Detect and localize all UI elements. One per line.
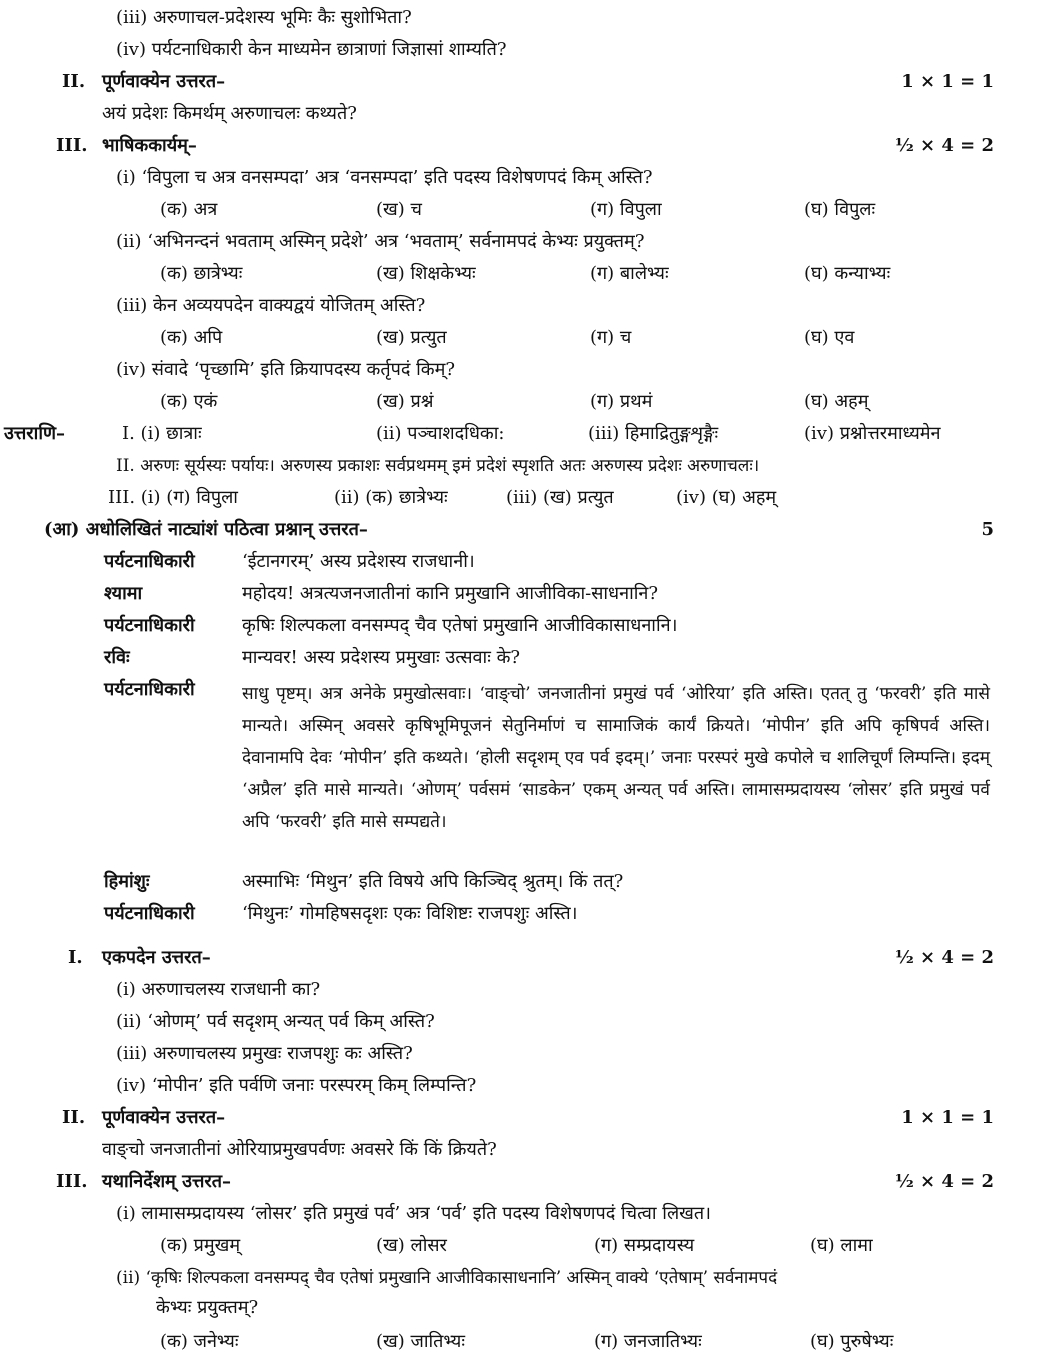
- question: वाङ्चो जनजातीनां ओरियाप्रमुखपर्वणः अवसरे किं किं क्रियते?: [102, 1139, 497, 1160]
- section-title: पूर्णवाक्येन उत्तरत–: [102, 1107, 226, 1128]
- dialogue: कृषिः शिल्पकला वनसम्पद् चैव एतेषां प्रमुखानि आजीविकासाधनानि।: [242, 615, 678, 636]
- question-continued: केभ्यः प्रयुक्तम्?: [156, 1297, 259, 1318]
- option: (घ) कन्याभ्यः: [804, 263, 891, 284]
- dialogue: अस्माभिः ‘मिथुन’ इति विषये अपि किञ्चिद् श्रुतम्। किं तत्?: [242, 871, 624, 892]
- section-title: यथानिर्देशम् उत्तरत–: [102, 1171, 232, 1192]
- option: (ग) सम्प्रदायस्य: [594, 1235, 695, 1256]
- section-number: III.: [56, 1171, 88, 1192]
- speaker: हिमांशुः: [104, 871, 150, 892]
- option: (घ) लामा: [810, 1235, 873, 1256]
- marks: 1 × 1 = 1: [901, 71, 994, 92]
- option: (ख) जातिभ्यः: [376, 1331, 465, 1352]
- section-title: एकपदेन उत्तरत–: [102, 947, 211, 968]
- option: (क) जनेभ्यः: [160, 1331, 239, 1352]
- speaker: पर्यटनाधिकारी: [104, 551, 195, 572]
- question: (iv) ‘मोपीन’ इति पर्वणि जनाः परस्परम् किम् लिम्पन्ति?: [116, 1075, 477, 1096]
- answer: (iv) (घ) अहम्: [676, 487, 777, 508]
- question-iii: (iii) अरुणाचल-प्रदेशस्य भूमिः कैः सुशोभिता?: [116, 7, 412, 28]
- option: (क) छात्रेभ्यः: [160, 263, 243, 284]
- speaker: पर्यटनाधिकारी: [104, 615, 195, 636]
- option: (क) एकं: [160, 391, 218, 412]
- speaker: रविः: [104, 647, 130, 668]
- option: (घ) विपुलः: [804, 199, 876, 220]
- answer: III. (i) (ग) विपुला: [108, 487, 238, 508]
- option: (ख) प्रश्नं: [376, 391, 434, 412]
- option: (ख) शिक्षकेभ्यः: [376, 263, 476, 284]
- option: (घ) एव: [804, 327, 855, 348]
- speaker: पर्यटनाधिकारी: [104, 903, 195, 924]
- question: अयं प्रदेशः किमर्थम् अरुणाचलः कथ्यते?: [102, 103, 357, 124]
- answers-label: उत्तराणि–: [4, 423, 66, 444]
- answer: (ii) (क) छात्रेभ्यः: [334, 487, 448, 508]
- dialogue: ‘मिथुनः’ गोमहिषसदृशः एकः विशिष्टः राजपशुः अस्ति।: [242, 903, 578, 924]
- question-iv: (iv) पर्यटनाधिकारी केन माध्यमेन छात्राणां जिज्ञासां शाम्यति?: [116, 39, 507, 60]
- mcq-question: (iv) संवादे ‘पृच्छामि’ इति क्रियापदस्य कर्तृपदं किम्?: [116, 359, 456, 380]
- marks: 1 × 1 = 1: [901, 1107, 994, 1128]
- question: (iii) अरुणाचलस्य प्रमुखः राजपशुः कः अस्ति?: [116, 1043, 413, 1064]
- option: (ग) जनजातिभ्यः: [594, 1331, 702, 1352]
- answer: (iv) प्रश्नोत्तरमाध्यमेन: [804, 423, 941, 444]
- option: (ख) लोसर: [376, 1235, 447, 1256]
- dialogue: ‘ईटानगरम्’ अस्य प्रदेशस्य राजधानी।: [242, 551, 475, 572]
- option: (क) अपि: [160, 327, 223, 348]
- option: (क) प्रमुखम्: [160, 1235, 241, 1256]
- question: (ii) ‘ओणम्’ पर्व सदृशम् अन्यत् पर्व किम् अस्ति?: [116, 1011, 435, 1032]
- dialogue: महोदय! अत्रत्यजनजातीनां कानि प्रमुखानि आजीविका-साधनानि?: [242, 583, 659, 604]
- question: (ii) ‘कृषिः शिल्पकला वनसम्पद् चैव एतेषां प्रमुखानि आजीविकासाधनानि’ अस्मिन् वाक्ये ‘एतेषाम्’ सर्वनामपदं: [116, 1268, 778, 1288]
- answer: (iii) हिमाद्रितुङ्गशृङ्गैः: [588, 423, 719, 444]
- marks: ½ × 4 = 2: [894, 1171, 994, 1192]
- option: (ग) विपुला: [590, 199, 662, 220]
- answer: II. अरुणः सूर्यस्यः पर्यायः। अरुणस्य प्रकाशः सर्वप्रथमम् इमं प्रदेशं स्पृशति अतः अरुणस्य प्रदेशः अरुणाचलः।: [116, 456, 760, 476]
- option: (घ) पुरुषेभ्यः: [810, 1331, 894, 1352]
- question: (i) अरुणाचलस्य राजधानी का?: [116, 979, 321, 1000]
- answer: (iii) (ख) प्रत्युत: [506, 487, 614, 508]
- section-title: पूर्णवाक्येन उत्तरत–: [102, 71, 226, 92]
- question: (i) लामासम्प्रदायस्य ‘लोसर’ इति प्रमुखं पर्व’ अत्र ‘पर्व’ इति पदस्य विशेषणपदं चित्वा लिखत।: [116, 1203, 711, 1224]
- option: (ग) प्रथमं: [590, 391, 653, 412]
- marks: 5: [981, 519, 994, 540]
- speaker: पर्यटनाधिकारी: [104, 679, 195, 700]
- section-number: I.: [68, 947, 83, 968]
- dialogue: साधु पृष्टम्। अत्र अनेके प्रमुखोत्सवाः। ‘वाङ्चो’ जनजातीनां प्रमुखं पर्व ‘ओरिया’ इति अस्ति। एतत् तु ‘फरवरी’ इति मासे मान्यते। अस्मिन् अवसरे कृषिभूमिपूजनं सेतुनिर्माणं च सामाजिकं कार्यं क्रियते। ‘मोपीन’ इति अपि कृषिपर्व अस्ति। देवानामपि देवः ‘मोपीन’ इति कथ्यते। ‘होली सदृशम् एव पर्व इदम्।’ जनाः परस्परं मुखे कपोले च शालिचूर्णं लिम्पन्ति। इदम् ‘अप्रैल’ इति मासे मान्यते। ‘ओणम्’ पर्वसमं ‘साडकेन’ एकम् अन्यत् पर्व अस्ति। लामासम्प्रदायस्य ‘लोसर’ इति प्रमुखं पर्व अपि ‘फरवरी’ इति मासे सम्पद्यते।: [242, 684, 990, 832]
- answer: I. (i) छात्राः: [122, 423, 202, 444]
- section-title: भाषिककार्यम्–: [102, 135, 197, 156]
- option: (घ) अहम्: [804, 391, 869, 412]
- option: (ग) च: [590, 327, 632, 348]
- marks: ½ × 4 = 2: [894, 135, 994, 156]
- mcq-question: (ii) ‘अभिनन्दनं भवताम् अस्मिन् प्रदेशे’ अत्र ‘भवताम्’ सर्वनामपदं केभ्यः प्रयुक्तम्?: [116, 231, 645, 252]
- passage-heading: (आ) अधोलिखितं नाट्यांशं पठित्वा प्रश्नान् उत्तरत–: [44, 519, 368, 540]
- section-number: II.: [62, 71, 86, 92]
- option: (ख) प्रत्युत: [376, 327, 447, 348]
- section-number: II.: [62, 1107, 86, 1128]
- marks: ½ × 4 = 2: [894, 947, 994, 968]
- section-number: III.: [56, 135, 88, 156]
- option: (क) अत्र: [160, 199, 218, 220]
- option: (ख) च: [376, 199, 422, 220]
- mcq-question: (i) ‘विपुला च अत्र वनसम्पदा’ अत्र ‘वनसम्पदा’ इति पदस्य विशेषणपदं किम् अस्ति?: [116, 167, 653, 188]
- option: (ग) बालेभ्यः: [590, 263, 669, 284]
- dialogue: मान्यवर! अस्य प्रदेशस्य प्रमुखाः उत्सवाः के?: [242, 647, 521, 668]
- mcq-question: (iii) केन अव्ययपदेन वाक्यद्वयं योजितम् अस्ति?: [116, 295, 426, 316]
- speaker: श्यामा: [104, 583, 143, 604]
- answer: (ii) पञ्चाशदधिका:: [376, 423, 505, 444]
